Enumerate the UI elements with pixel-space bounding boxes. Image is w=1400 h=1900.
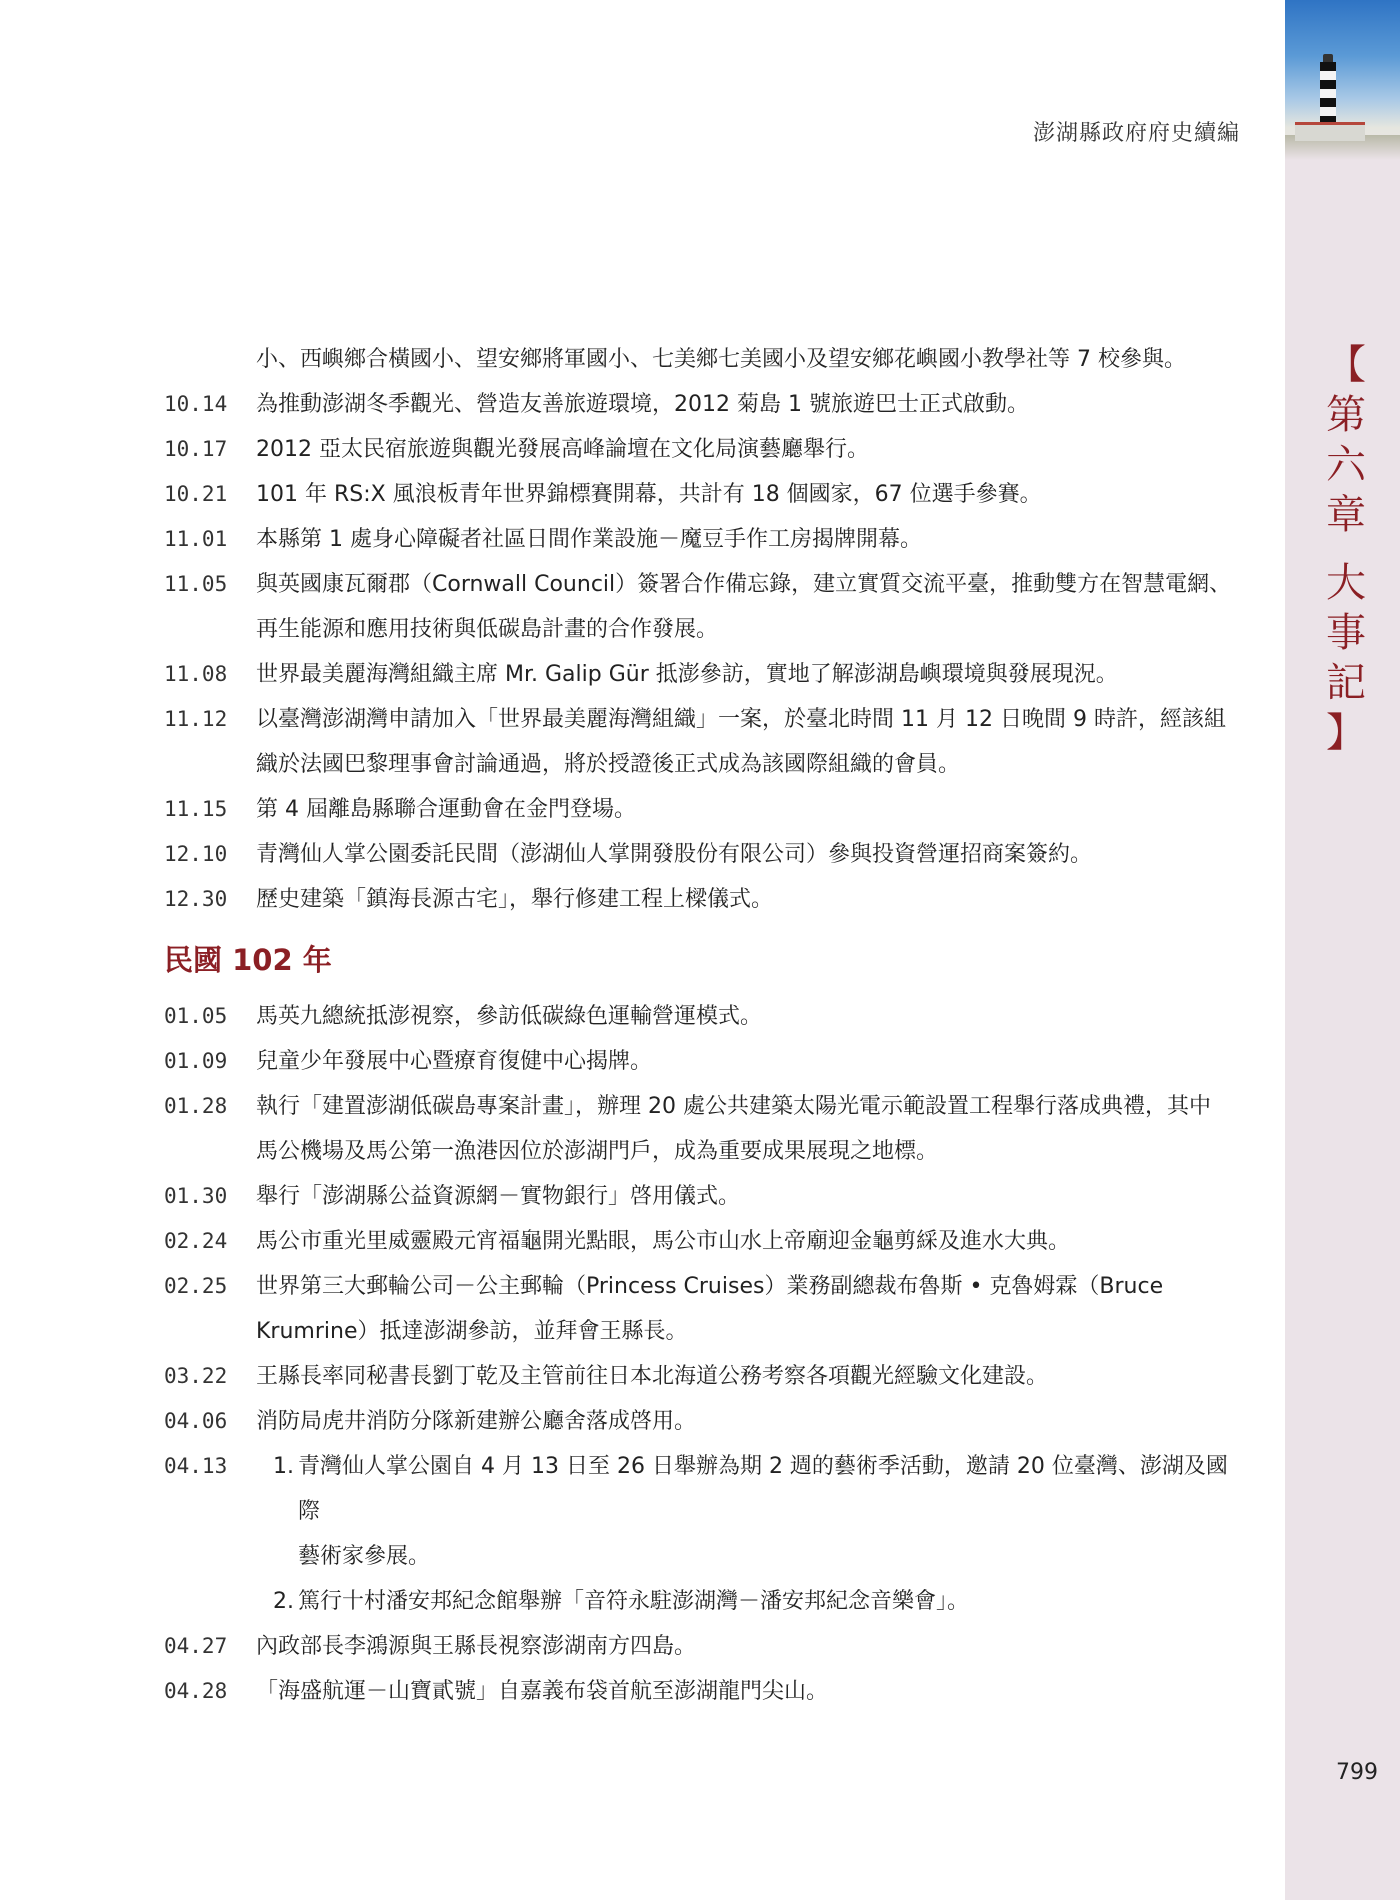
event-text: 馬公市重光里威靈殿元宵福龜開光點眼，馬公市山水上帝廟迎金龜剪綵及進水大典。 xyxy=(256,1229,1071,1254)
event-entry xyxy=(164,1084,1240,1129)
sub-item-number: 1. xyxy=(273,1454,294,1479)
event-entry xyxy=(164,1624,1240,1669)
event-date: 01.30 xyxy=(164,1184,228,1208)
event-date: 11.15 xyxy=(164,797,228,821)
running-header: 澎湖縣政府府史續編 xyxy=(1032,121,1240,146)
event-date: 11.08 xyxy=(164,662,228,686)
event-date xyxy=(164,607,256,652)
event-entry xyxy=(164,472,1240,517)
event-entry xyxy=(164,1174,1240,1219)
event-text: 舉行「澎湖縣公益資源網－實物銀行」啓用儀式。 xyxy=(256,1184,741,1209)
chapter-label-2 xyxy=(1314,558,1378,708)
event-date xyxy=(164,742,256,787)
event-entry xyxy=(164,517,1240,562)
event-entry xyxy=(164,832,1240,877)
event-entry-continued xyxy=(164,742,1240,787)
event-entry-continued xyxy=(164,1309,1240,1354)
sub-item-number: 2. xyxy=(273,1589,294,1614)
event-text: 兒童少年發展中心暨療育復健中心揭牌。 xyxy=(256,1049,653,1074)
event-entry xyxy=(164,1039,1240,1084)
event-date xyxy=(164,1309,256,1354)
event-date: 12.10 xyxy=(164,842,228,866)
event-date xyxy=(164,1129,256,1174)
event-date: 10.17 xyxy=(164,437,228,461)
event-text: 執行「建置澎湖低碳島專案計畫」，辦理 20 處公共建築太陽光電示範設置工程舉行落成典禮，其中 xyxy=(256,1094,1211,1119)
event-text: 王縣長率同秘書長劉丁乾及主管前往日本北海道公務考察各項觀光經驗文化建設。 xyxy=(256,1364,1049,1389)
chapter-bracket-open: 【 xyxy=(1326,342,1366,388)
keeper-house xyxy=(1295,122,1365,141)
event-date: 03.22 xyxy=(164,1364,228,1388)
event-text: 以臺灣澎湖灣申請加入「世界最美麗海灣組織」一案，於臺北時間 11 月 12 日晚間 9 時許，經該組 xyxy=(256,707,1226,732)
event-date: 10.14 xyxy=(164,392,228,416)
event-entry-continued xyxy=(164,607,1240,652)
chapter-char: 六 xyxy=(1326,442,1366,488)
event-entry xyxy=(164,382,1240,427)
sub-item xyxy=(164,1579,1240,1624)
event-date: 04.27 xyxy=(164,1634,228,1658)
event-entry xyxy=(164,1264,1240,1309)
event-entry xyxy=(164,652,1240,697)
event-date: 04.06 xyxy=(164,1409,228,1433)
event-entry xyxy=(164,1219,1240,1264)
sub-item-text: 青灣仙人掌公園自 4 月 13 日至 26 日舉辦為期 2 週的藝術季活動，邀請 20 位臺灣、澎湖及國際 xyxy=(298,1454,1228,1524)
event-date: 04.13 xyxy=(164,1454,228,1478)
event-entry xyxy=(164,562,1240,607)
event-text: 「海盛航運－山寶貳號」自嘉義布袋首航至澎湖龍門尖山。 xyxy=(256,1679,829,1704)
event-text: 再生能源和應用技術與低碳島計畫的合作發展。 xyxy=(256,617,719,642)
sub-item-text: 篤行十村潘安邦紀念館舉辦「音符永駐澎湖灣－潘安邦紀念音樂會」。 xyxy=(298,1589,970,1614)
event-entry xyxy=(164,994,1240,1039)
chapter-label xyxy=(1314,390,1378,540)
event-entry xyxy=(164,1669,1240,1714)
event-date: 10.21 xyxy=(164,482,228,506)
event-date: 02.24 xyxy=(164,1229,228,1253)
event-text: 為推動澎湖冬季觀光、營造友善旅遊環境，2012 菊島 1 號旅遊巴士正式啟動。 xyxy=(256,392,1029,417)
event-text: 馬英九總統抵澎視察，參訪低碳綠色運輸營運模式。 xyxy=(256,1004,763,1029)
chapter-char: 事 xyxy=(1326,610,1366,656)
event-entry xyxy=(164,697,1240,742)
event-date xyxy=(164,1534,256,1579)
side-band xyxy=(1285,0,1400,1900)
event-date: 12.30 xyxy=(164,887,228,911)
event-text: 內政部長李鴻源與王縣長視察澎湖南方四島。 xyxy=(256,1634,697,1659)
continuation-line: 小、西嶼鄉合橫國小、望安鄉將軍國小、七美鄉七美國小及望安鄉花嶼國小教學社等 7 校參與。 xyxy=(256,347,1186,372)
chapter-char: 記 xyxy=(1326,660,1366,706)
event-entry xyxy=(164,787,1240,832)
event-entry-continued xyxy=(164,1129,1240,1174)
event-date: 04.28 xyxy=(164,1679,228,1703)
event-text: 第 4 屆離島縣聯合運動會在金門登場。 xyxy=(256,797,636,822)
sub-item-number xyxy=(256,1534,298,1579)
chapter-char: 大 xyxy=(1326,560,1366,606)
event-text: 馬公機場及馬公第一漁港因位於澎湖門戶，成為重要成果展現之地標。 xyxy=(256,1139,939,1164)
chapter-bracket-close: 】 xyxy=(1326,710,1366,756)
event-text: 歷史建築「鎮海長源古宅」，舉行修建工程上樑儀式。 xyxy=(256,887,774,912)
event-text: 2012 亞太民宿旅遊與觀光發展高峰論壇在文化局演藝廳舉行。 xyxy=(256,437,869,462)
event-text: 青灣仙人掌公園委託民間（澎湖仙人掌開發股份有限公司）參與投資營運招商案簽約。 xyxy=(256,842,1093,867)
entries-102b xyxy=(164,1624,1240,1714)
event-text: 世界最美麗海灣組織主席 Mr. Galip Gür 抵澎參訪，實地了解澎湖島嶼環境與發展現況。 xyxy=(256,662,1118,687)
chapter-tab xyxy=(1314,340,1378,758)
sub-item xyxy=(164,1444,1240,1534)
sub-item-text: 藝術家參展。 xyxy=(298,1544,431,1569)
event-date: 02.25 xyxy=(164,1274,228,1298)
year-heading: 民國 102 年 xyxy=(164,943,332,977)
event-entry xyxy=(164,877,1240,922)
event-text: 101 年 RS:X 風浪板青年世界錦標賽開幕，共計有 18 個國家，67 位選手參賽。 xyxy=(256,482,1042,507)
event-text: 與英國康瓦爾郡（Cornwall Council）簽署合作備忘錄，建立實質交流平臺，推動雙方在智慧電網、 xyxy=(256,572,1232,597)
event-entry xyxy=(164,1354,1240,1399)
chapter-char: 第 xyxy=(1326,392,1366,438)
entries-101 xyxy=(164,382,1240,922)
event-text: Krumrine）抵達澎湖參訪，並拜會王縣長。 xyxy=(256,1319,688,1344)
chapter-char: 章 xyxy=(1326,492,1366,538)
event-date: 11.01 xyxy=(164,527,228,551)
event-date: 01.28 xyxy=(164,1094,228,1118)
chronology xyxy=(164,337,1240,1714)
event-date: 01.09 xyxy=(164,1049,228,1073)
event-entry xyxy=(164,1399,1240,1444)
event-date: 01.05 xyxy=(164,1004,228,1028)
sub-item xyxy=(164,1534,1240,1579)
event-date xyxy=(164,1579,256,1624)
event-entry xyxy=(164,427,1240,472)
event-text: 世界第三大郵輪公司－公主郵輪（Princess Cruises）業務副總裁布魯斯 • 克魯姆霖（Bruce xyxy=(256,1274,1164,1299)
event-date: 11.12 xyxy=(164,707,228,731)
entry-0413 xyxy=(164,1444,1240,1624)
lighthouse-photo xyxy=(1285,0,1400,160)
event-date: 11.05 xyxy=(164,572,228,596)
event-text: 本縣第 1 處身心障礙者社區日間作業設施－魔豆手作工房揭牌開幕。 xyxy=(256,527,922,552)
event-text: 消防局虎井消防分隊新建辦公廳舍落成啓用。 xyxy=(256,1409,697,1434)
page-number: 799 xyxy=(1336,1760,1378,1785)
event-text: 織於法國巴黎理事會討論通過，將於授證後正式成為該國際組織的會員。 xyxy=(256,752,961,777)
entries-102 xyxy=(164,994,1240,1444)
